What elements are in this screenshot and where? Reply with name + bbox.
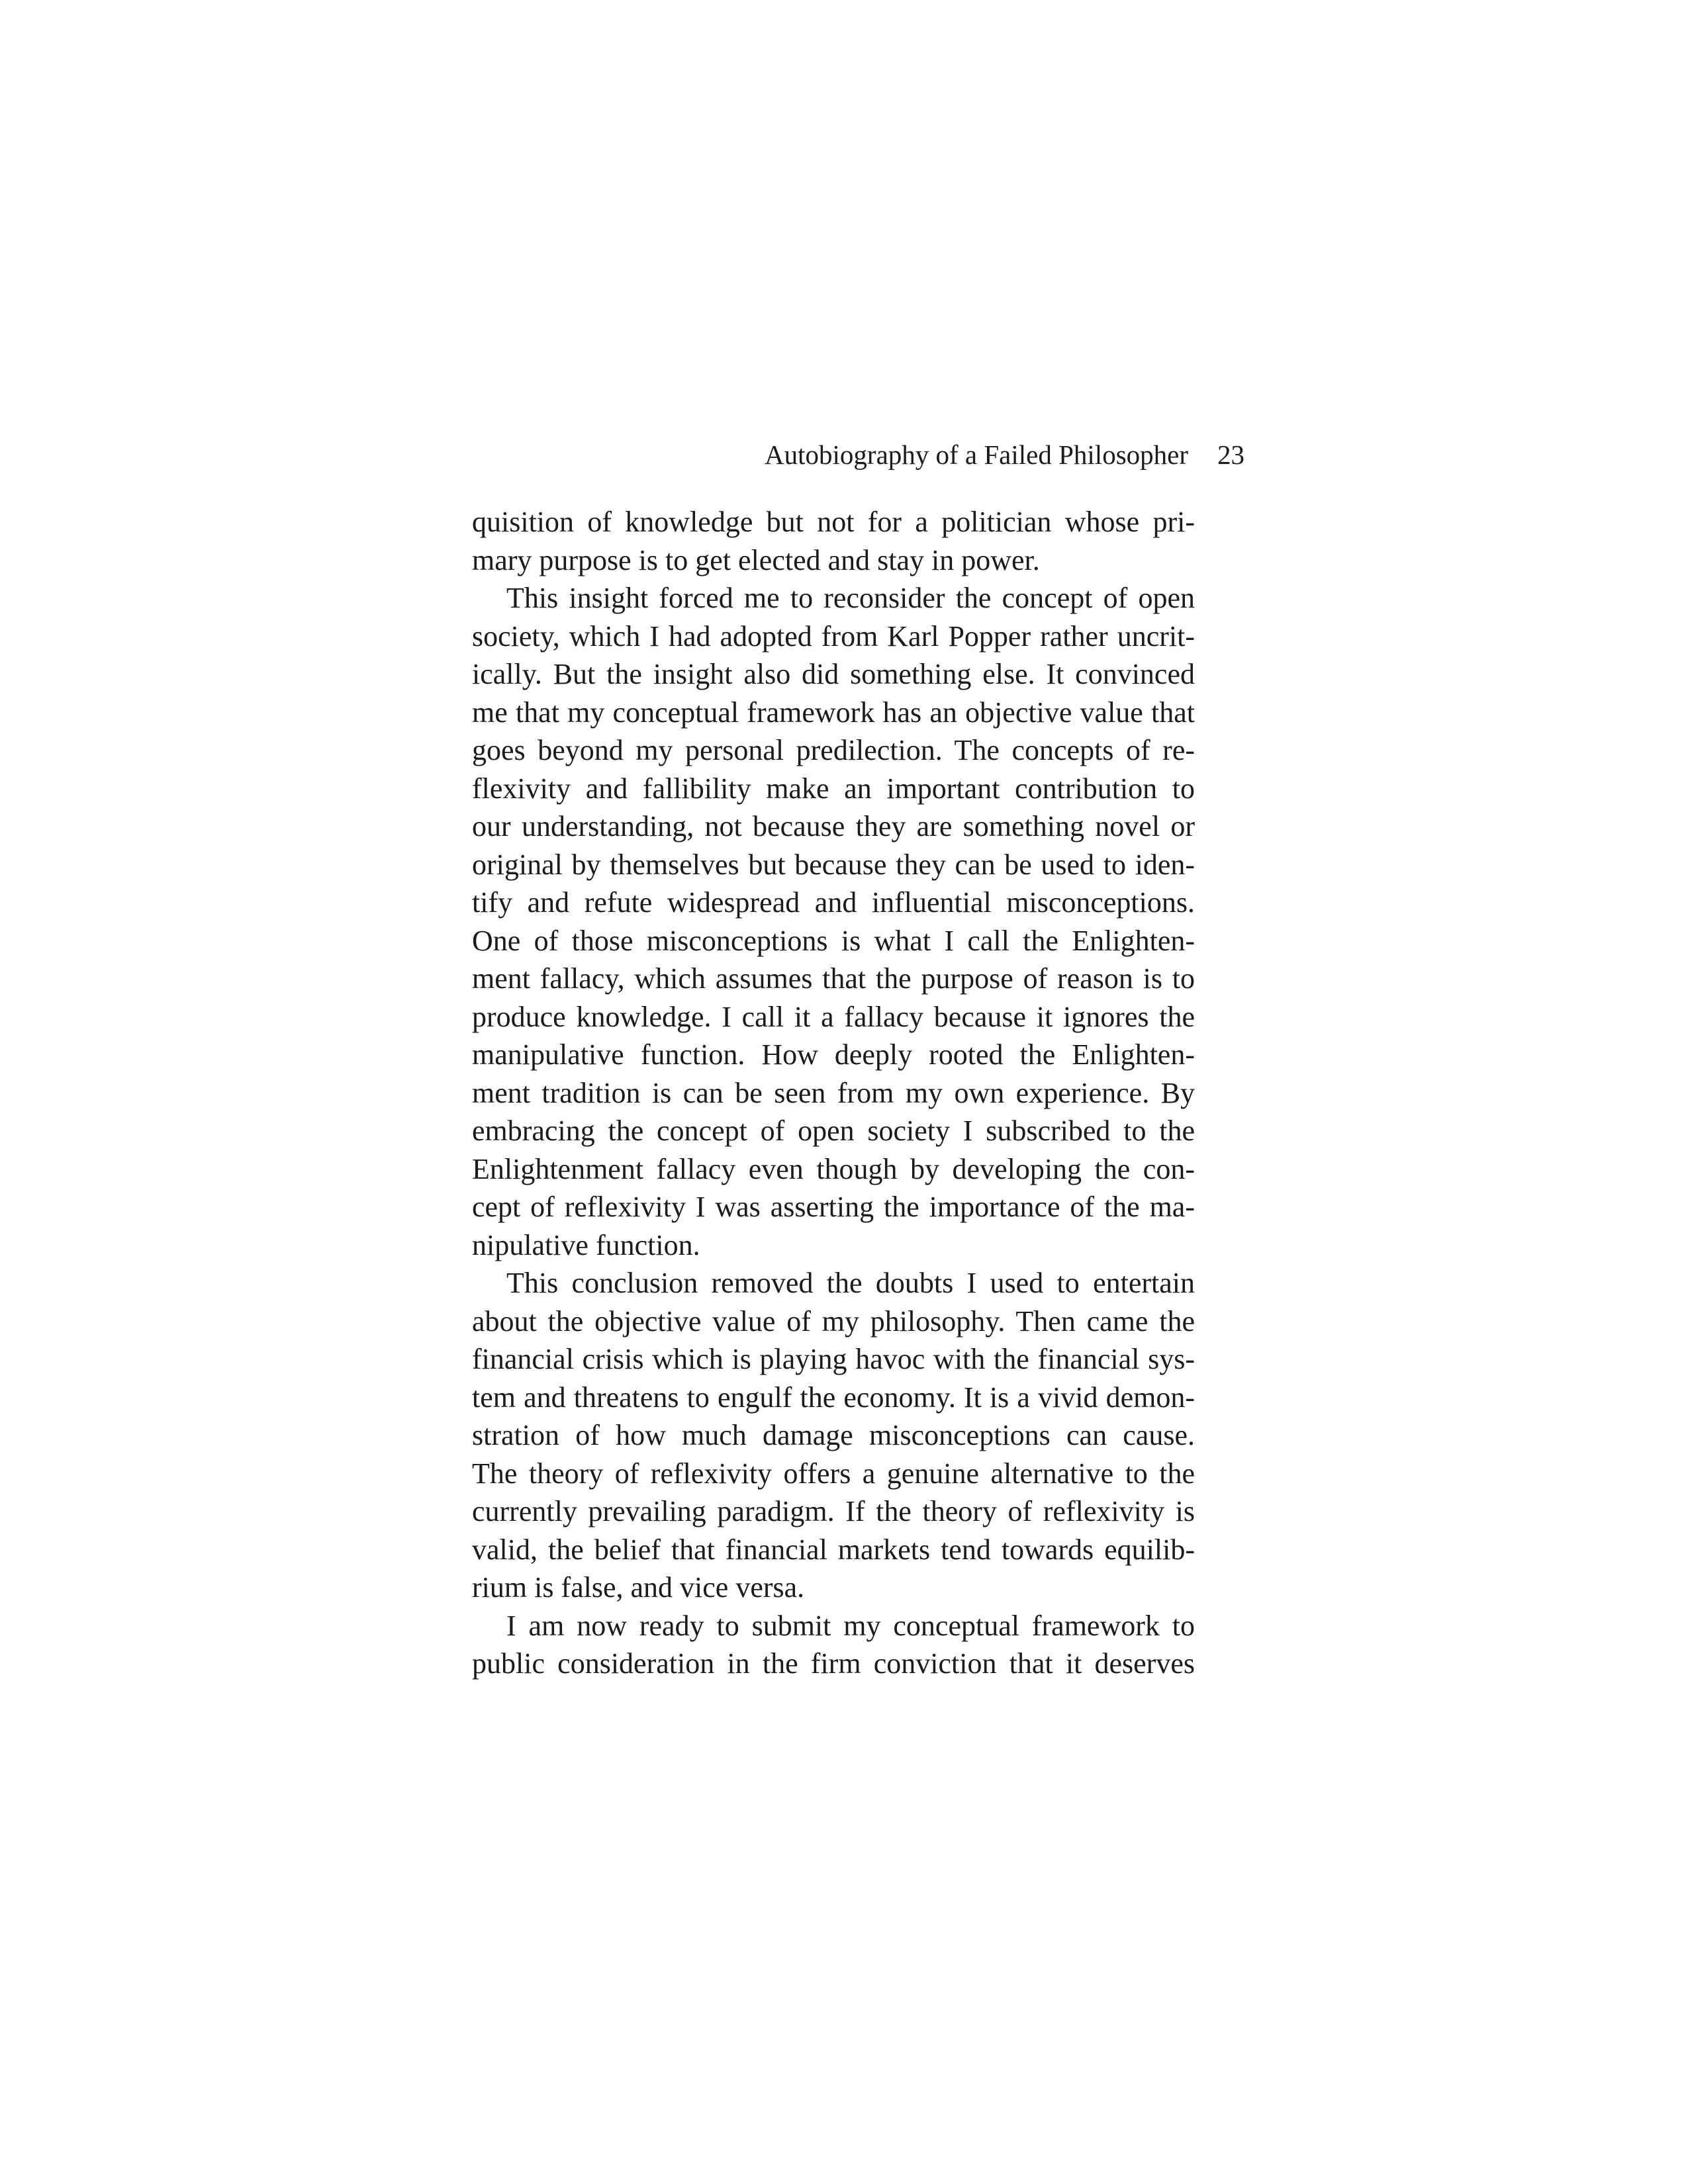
text-line: flexivity and fallibility make an important contribution to [472,772,1195,805]
text-line: Enlightenment fallacy even though by developing the con- [472,1152,1195,1185]
text-line: embracing the concept of open society I subscribed to the [472,1115,1195,1147]
running-head [463,432,1244,478]
text-line: tem and threatens to engulf the economy. It is a vivid demon- [472,1381,1195,1414]
text-line: financial crisis which is playing havoc with the financial sys- [472,1343,1195,1375]
text-line: society, which I had adopted from Karl Popper rather uncrit- [472,619,1195,653]
text-line: tify and refute widespread and influential misconceptions. [472,886,1195,919]
text-line: I am now ready to submit my conceptual framework to [506,1609,1195,1642]
text-line: mary purpose is to get elected and stay in power. [472,543,1040,576]
text-line: quisition of knowledge but not for a politician whose pri- [472,506,1195,538]
text-line: One of those misconceptions is what I call the Enlighten- [472,924,1195,957]
text-line: The theory of reflexivity offers a genuine alternative to the [472,1457,1195,1490]
text-line: ment tradition is can be seen from my own experience. By [472,1076,1195,1109]
text-line: me that my conceptual framework has an objective value that [472,696,1195,729]
text-line: stration of how much damage misconceptions can cause. [472,1419,1195,1451]
text-line: cept of reflexivity I was asserting the importance of the ma- [472,1191,1195,1223]
text-line: manipulative function. How deeply rooted the Enlighten- [472,1038,1195,1071]
body-text [472,503,1195,1683]
text-line: This insight forced me to reconsider the concept of open [506,582,1195,614]
text-line: about the objective value of my philosophy. Then came the [472,1304,1195,1338]
text-line: currently prevailing paradigm. If the theory of reflexivity is [472,1495,1195,1527]
page-number: 23 [1217,439,1244,470]
text-line: our understanding, not because they are something novel or [472,810,1195,842]
text-line: rium is false, and vice versa. [472,1571,805,1604]
text-line: nipulative function. [472,1228,700,1261]
text-line: produce knowledge. I call it a fallacy because it ignores the [472,1000,1195,1033]
text-line: original by themselves but because they can be used to iden- [472,848,1195,881]
text-line: goes beyond my personal predilection. The concepts of re- [472,734,1195,766]
text-line: public consideration in the firm conviction that it deserves [472,1647,1195,1680]
text-line: ically. But the insight also did something else. It convinced [472,658,1195,690]
running-title: Autobiography of a Failed Philosopher [765,439,1188,470]
text-line: This conclusion removed the doubts I used to entertain [506,1267,1195,1299]
text-line: ment fallacy, which assumes that the purpose of reason is to [472,962,1195,995]
text-line: valid, the belief that financial markets tend towards equilib- [472,1533,1195,1566]
